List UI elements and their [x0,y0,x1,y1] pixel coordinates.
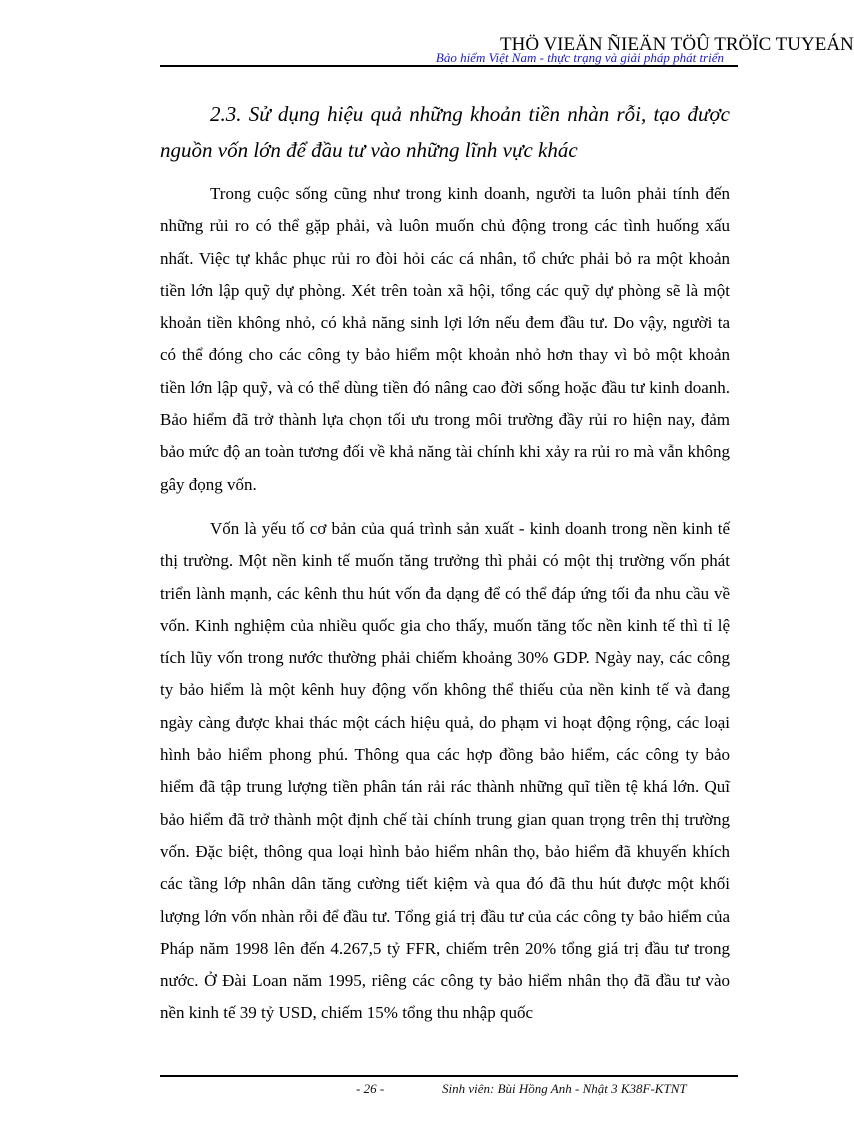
page-number: - 26 - [356,1081,385,1096]
running-header-title: Bảo hiểm Việt Nam - thực trạng và giải pháp phát triển [435,50,724,65]
header-divider [160,65,738,67]
page-body [160,96,730,1042]
paragraph-1: Trong cuộc sống cũng như trong kinh doanh, người ta luôn phải tính đến những rủi ro có thể gặp phải, và luôn muốn chủ động trong các tình huống xấu nhất. Việc tự khắc phục rủi ro đòi hỏi các cá nhân, tổ chức phải bỏ ra một khoản tiền lớn lập quỹ dự phòng. Xét trên toàn xã hội, tổng các quỹ dự phòng sẽ là một khoản tiền không nhỏ, có khả năng sinh lợi lớn nếu đem đầu tư. Do vậy, người ta có thể đóng cho các công ty bảo hiểm một khoản nhỏ hơn thay vì bỏ một khoản tiền lớn lập quỹ, và có thể dùng tiền đó nâng cao đời sống hoặc đầu tư kinh doanh. Bảo hiểm đã trở thành lựa chọn tối ưu trong môi trường đầy rủi ro hiện nay, đảm bảo mức độ an toàn tương đối về khả năng tài chính khi xảy ra rủi ro mà vẫn không gây đọng vốn. [160,184,730,494]
student-credit: Sinh viên: Bùi Hồng Anh - Nhật 3 K38F-KTNT [442,1081,687,1096]
library-watermark: THÖ VIEÄN ÑIEÄN TÖÛ TRÖÏC TUYEÁN [500,34,854,55]
footer-divider [160,1075,738,1077]
paragraph-2: Vốn là yếu tố cơ bản của quá trình sản xuất - kinh doanh trong nền kinh tế thị trường. Một nền kinh tế muốn tăng trưởng thì phải có một thị trường vốn phát triển lành mạnh, các kênh thu hút vốn đa dạng để có thể đáp ứng tối đa nhu cầu về vốn. Kinh nghiệm của nhiều quốc gia cho thấy, muốn tăng tốc nền kinh tế thì tỉ lệ tích lũy vốn trong nước thường phải chiếm khoảng 30% GDP. Ngày nay, các công ty bảo hiểm là một kênh huy động vốn không thể thiếu của nền kinh tế và đang ngày càng được khai thác một cách hiệu quả, do phạm vi hoạt động rộng, các loại hình bảo hiểm phong phú. Thông qua các hợp đồng bảo hiểm, các công ty bảo hiểm đã tập trung lượng tiền phân tán rải rác thành những quĩ tiền tệ khá lớn. Quĩ bảo hiểm đã trở thành một định chế tài chính trung gian quan trọng trên thị trường vốn. Đặc biệt, thông qua loại hình bảo hiểm nhân thọ, bảo hiểm đã khuyến khích các tầng lớp nhân dân tăng cường tiết kiệm và qua đó đã thu hút được một khối lượng lớn vốn nhàn rỗi để đầu tư. Tổng giá trị đầu tư của các công ty bảo hiểm của Pháp năm 1998 lên đến 4.267,5 tỷ FFR, chiếm trên 20% tổng giá trị đầu tư trong nước. Ở Đài Loan năm 1995, riêng các công ty bảo hiểm nhân thọ đã đầu tư vào nền kinh tế 39 tỷ USD, chiếm 15% tổng thu nhập quốc [160,518,730,1023]
section-heading: 2.3. Sử dụng hiệu quả những khoản tiền nhàn rỗi, tạo được nguồn vốn lớn để đầu tư vào những lĩnh vực khác [160,102,730,162]
